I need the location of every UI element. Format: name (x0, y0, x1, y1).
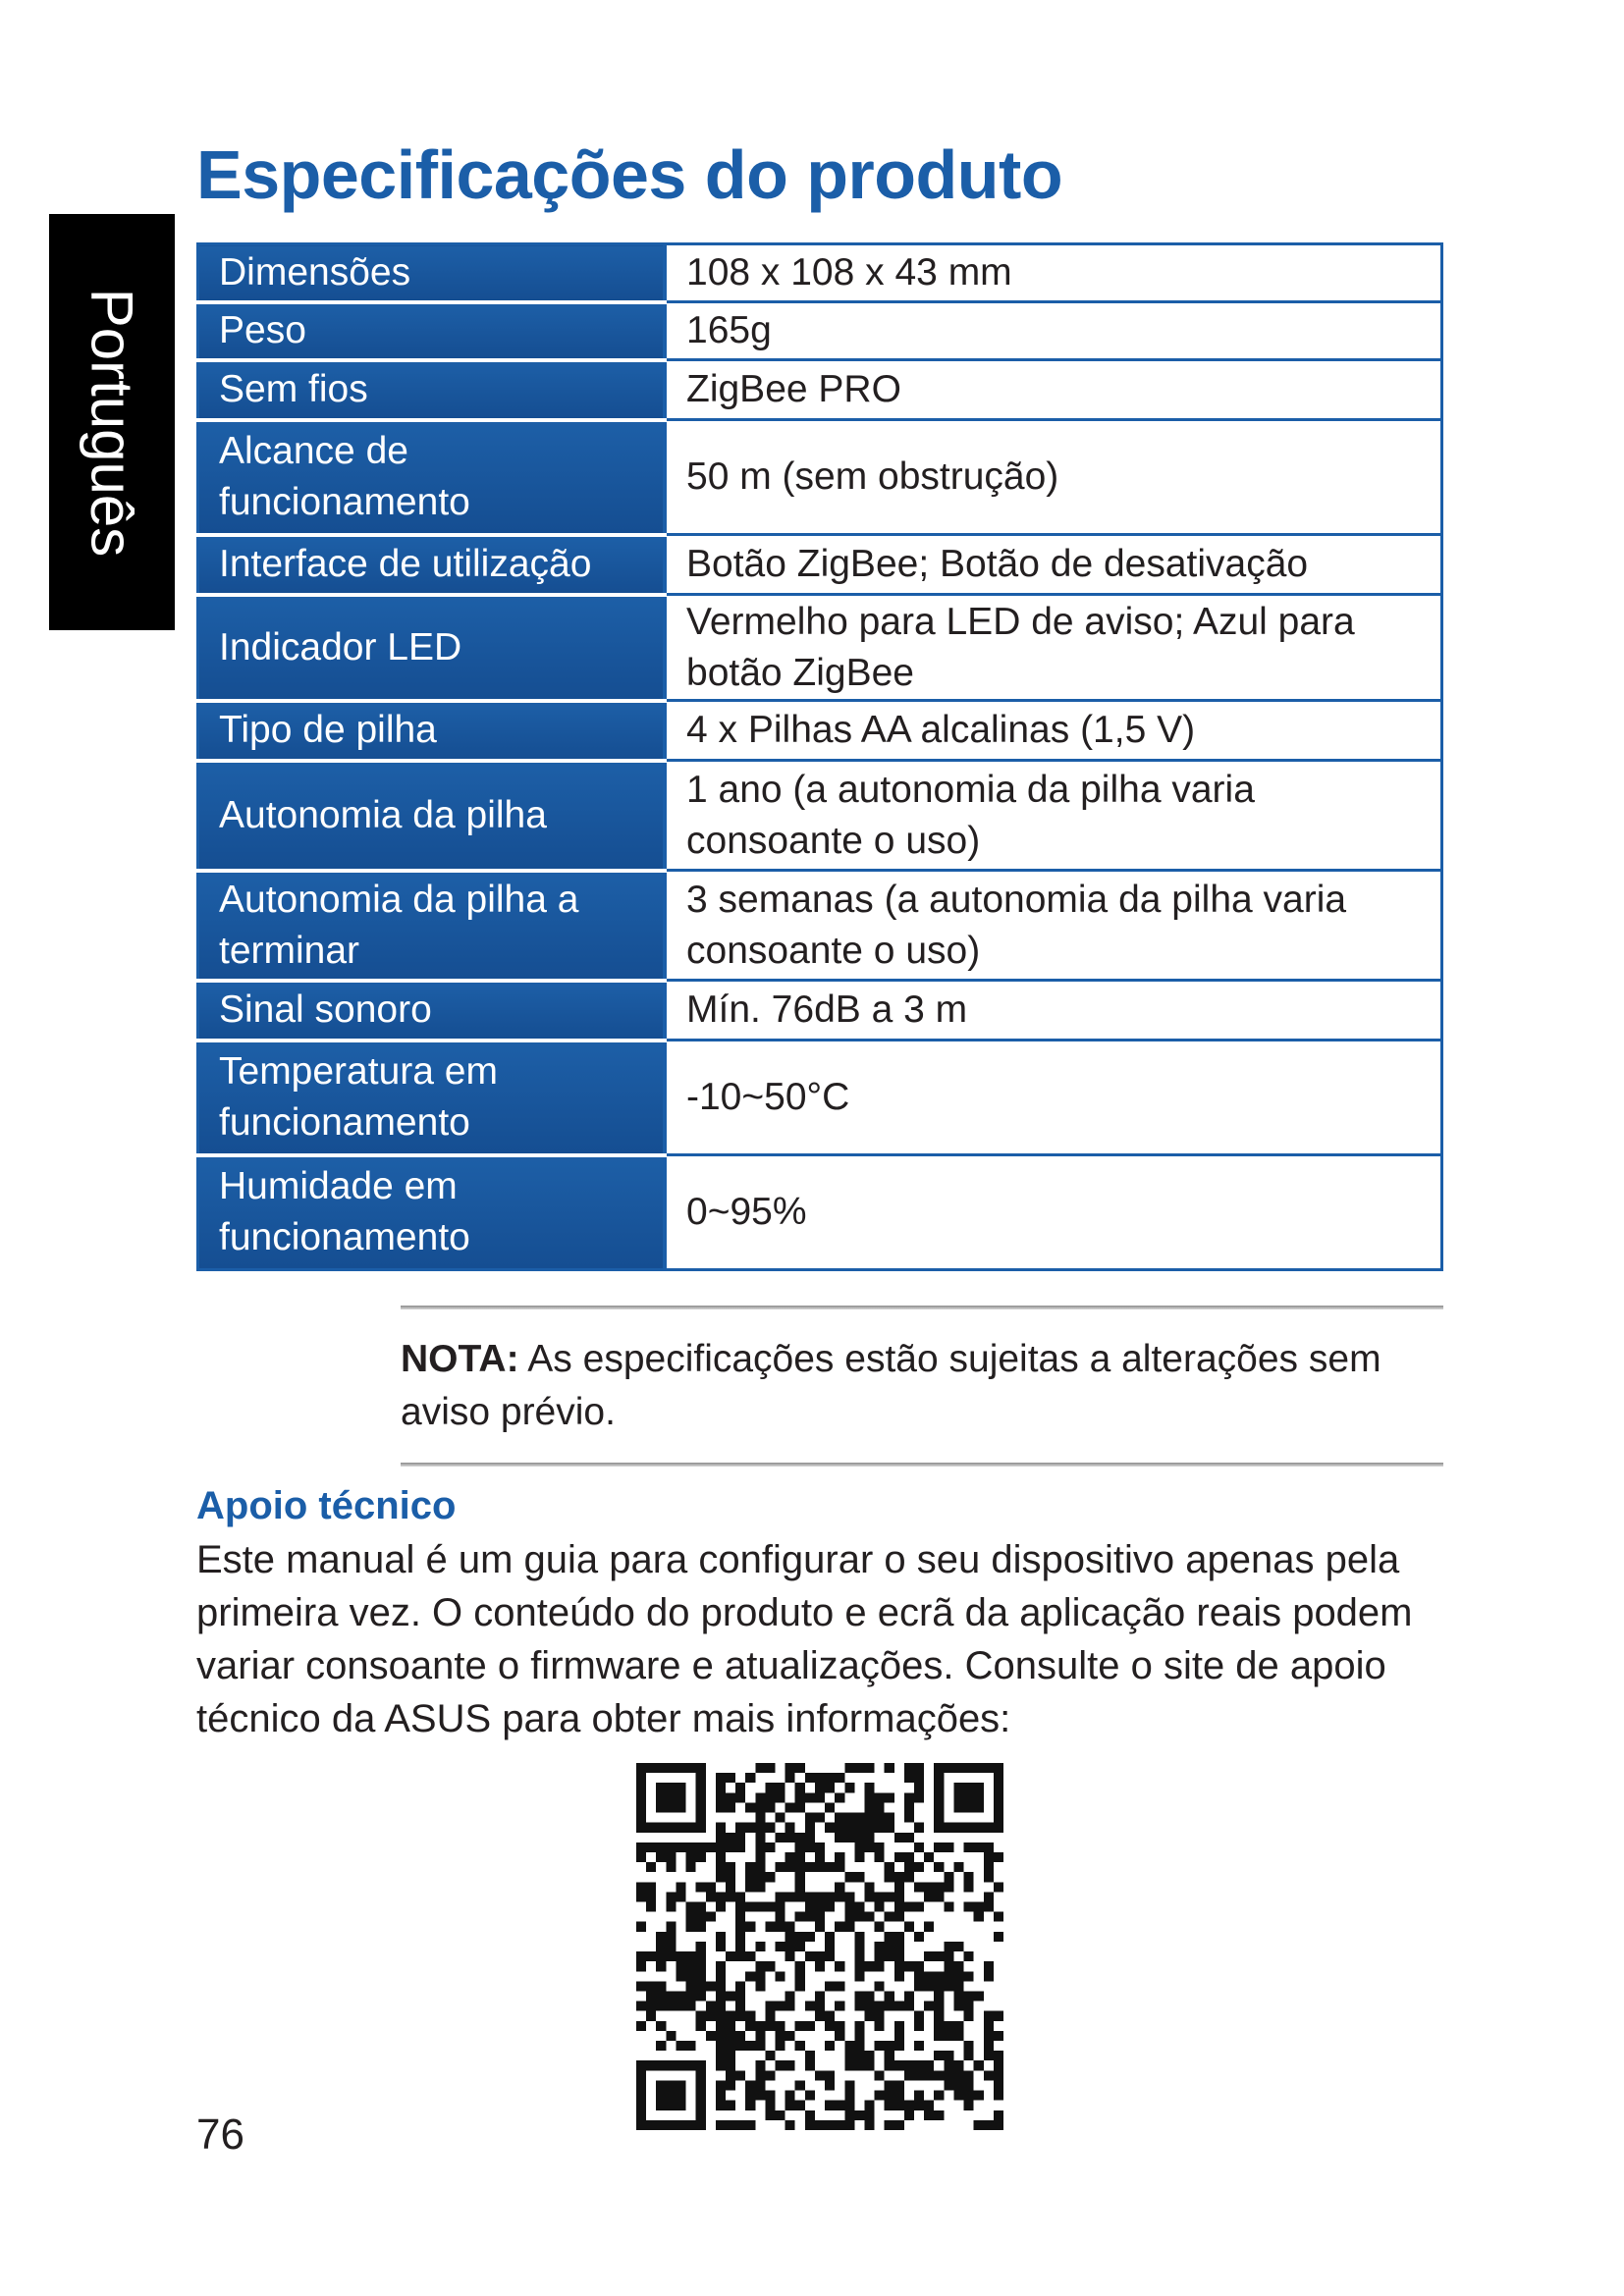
language-tab (49, 214, 175, 630)
spec-label: Dimensões (198, 244, 666, 302)
spec-row (198, 981, 1442, 1041)
spec-label: Temperatura em funcionamento (198, 1041, 666, 1155)
note-bottom-divider (401, 1463, 1443, 1467)
spec-row (198, 535, 1442, 595)
specifications-table (196, 242, 1443, 1271)
spec-label: Alcance de funcionamento (198, 420, 666, 535)
spec-value: 108 x 108 x 43 mm (665, 244, 1442, 302)
spec-value: 3 semanas (a autonomia da pilha varia consoante o uso) (665, 871, 1442, 981)
spec-row (198, 1155, 1442, 1270)
language-tab-label: Português (79, 288, 145, 557)
spec-value: 165g (665, 302, 1442, 360)
page-title: Especificações do produto (196, 136, 1063, 213)
support-body: Este manual é um guia para configurar o seu dispositivo apenas pela primeira vez. O conteúdo do produto e ecrã da aplicação reais podem variar consoante o firmware e atualizações. Consulte o site de apoio técnico da ASUS para obter mais informações: (196, 1538, 1413, 1740)
spec-value: Vermelho para LED de aviso; Azul para botão ZigBee (665, 595, 1442, 701)
spec-value: 4 x Pilhas AA alcalinas (1,5 V) (665, 701, 1442, 761)
spec-label: Tipo de pilha (198, 701, 666, 761)
spec-label: Autonomia da pilha (198, 761, 666, 871)
page-number: 76 (196, 2110, 244, 2159)
spec-row (198, 701, 1442, 761)
spec-label: Peso (198, 302, 666, 360)
spec-row (198, 244, 1442, 302)
spec-row (198, 761, 1442, 871)
spec-label: Sinal sonoro (198, 981, 666, 1041)
note (401, 1333, 1412, 1439)
support-title: Apoio técnico (196, 1484, 457, 1527)
support-qr-code (636, 1763, 1003, 2130)
spec-value: 1 ano (a autonomia da pilha varia consoante o uso) (665, 761, 1442, 871)
spec-row (198, 420, 1442, 535)
spec-label: Indicador LED (198, 595, 666, 701)
spec-row (198, 302, 1442, 360)
note-label: NOTA: (401, 1338, 519, 1380)
spec-label: Sem fios (198, 360, 666, 420)
spec-row (198, 595, 1442, 701)
spec-value: 50 m (sem obstrução) (665, 420, 1442, 535)
spec-row (198, 871, 1442, 981)
spec-label: Humidade em funcionamento (198, 1155, 666, 1270)
spec-value: Mín. 76dB a 3 m (665, 981, 1442, 1041)
spec-value: 0~95% (665, 1155, 1442, 1270)
note-text: As especificações estão sujeitas a alterações sem aviso prévio. (401, 1338, 1381, 1433)
spec-label: Interface de utilização (198, 535, 666, 595)
spec-row (198, 1041, 1442, 1155)
spec-row (198, 360, 1442, 420)
spec-value: Botão ZigBee; Botão de desativação (665, 535, 1442, 595)
note-top-divider (401, 1306, 1443, 1309)
spec-value: ZigBee PRO (665, 360, 1442, 420)
spec-label: Autonomia da pilha a terminar (198, 871, 666, 981)
spec-value: -10~50°C (665, 1041, 1442, 1155)
